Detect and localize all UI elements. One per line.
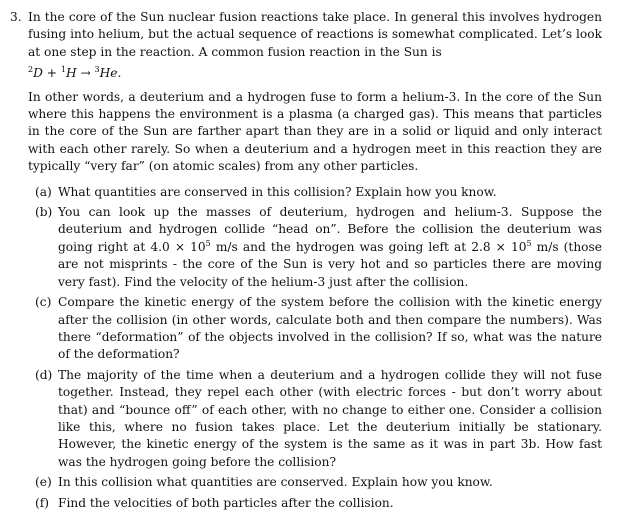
problem-intro: In the core of the Sun nuclear fusion reactions take place. In general this involves hydrogen fusing into helium, but the actual sequence of reactions is somewhat complicated. Let’s look at one step in the reaction. A common fusion reaction in the Sun is xyxy=(28,10,602,59)
problem-parts-list xyxy=(28,184,602,512)
problem-3 xyxy=(0,9,622,515)
problem-body xyxy=(28,9,602,512)
part-text: Find the velocities of both particles after the collision. xyxy=(58,495,394,510)
part-label: (f) xyxy=(35,495,50,510)
part-f xyxy=(28,495,602,512)
hydrogen-mass-number: 1 xyxy=(60,65,66,75)
part-text-2: m/s and the hydrogen was going left at 2.8 × 10 xyxy=(210,239,527,254)
part-label: (e) xyxy=(35,475,52,490)
part-text-3: m/s (those are not misprints - the core of the Sun is very hot and so particles there are moving very fast). Find the velocity of the helium-3 just after the collision. xyxy=(58,239,602,289)
part-text: In this collision what quantities are conserved. Explain how you know. xyxy=(58,475,493,490)
problem-number: 3. xyxy=(10,10,22,24)
part-text: What quantities are conserved in this collision? Explain how you know. xyxy=(58,184,497,199)
problem-context-paragraph: In other words, a deuterium and a hydrogen fuse to form a helium-3. In the core of the Sun where this happens the environment is a plasma (a charged gas). This means that particles in the core of the Sun are farther apart than they are in a solid or liquid and only interact with each other rarely. So when a deuterium and a hydrogen meet in this reaction they are typically “very far” (on atomic scales) from any other particles. xyxy=(28,89,602,174)
arrow-symbol: → xyxy=(80,66,91,81)
deuterium-mass-number: 2 xyxy=(28,65,34,75)
fusion-equation xyxy=(28,65,602,82)
part-b xyxy=(28,204,602,291)
part-a xyxy=(28,184,602,201)
part-label: (d) xyxy=(35,367,53,382)
part-label: (c) xyxy=(35,295,52,310)
part-e xyxy=(28,474,602,491)
part-d xyxy=(28,367,602,471)
deuterium-symbol: D xyxy=(33,66,43,81)
part-text: The majority of the time when a deuterium and a hydrogen collide they will not fuse together. Instead, they repel each other (with electric forces - but don’t worry about that) and “bounce off” of each other, with no change to either one. Consider a collision like this, where no fusion takes place. Let the deuterium initially be stationary. However, the kinetic energy of the system is the same as it was in part 3b. How fast was the hydrogen going before the collision? xyxy=(58,367,602,469)
part-label: (b) xyxy=(35,205,53,220)
helium-mass-number: 3 xyxy=(94,65,100,75)
part-c xyxy=(28,294,602,364)
part-text-1: You can look up the masses of deuterium, hydrogen and helium-3. Suppose the deuterium and hydrogen collide “head on”. Before the collision the deuterium was going right at 4.0 × 10 xyxy=(58,205,602,254)
helium-symbol: He. xyxy=(99,66,122,81)
part-text: Compare the kinetic energy of the system before the collision with the kinetic energy after the collision (in other words, calculate both and then compare the numbers). Was there “deformation” of the objects involved in the collision? If so, what was the nature of the deformation? xyxy=(58,295,602,362)
exponent: 5 xyxy=(205,238,211,248)
plus-sign: + xyxy=(46,66,57,81)
part-label: (a) xyxy=(35,184,52,199)
exponent: 5 xyxy=(526,238,532,248)
hydrogen-symbol: H xyxy=(65,66,77,81)
